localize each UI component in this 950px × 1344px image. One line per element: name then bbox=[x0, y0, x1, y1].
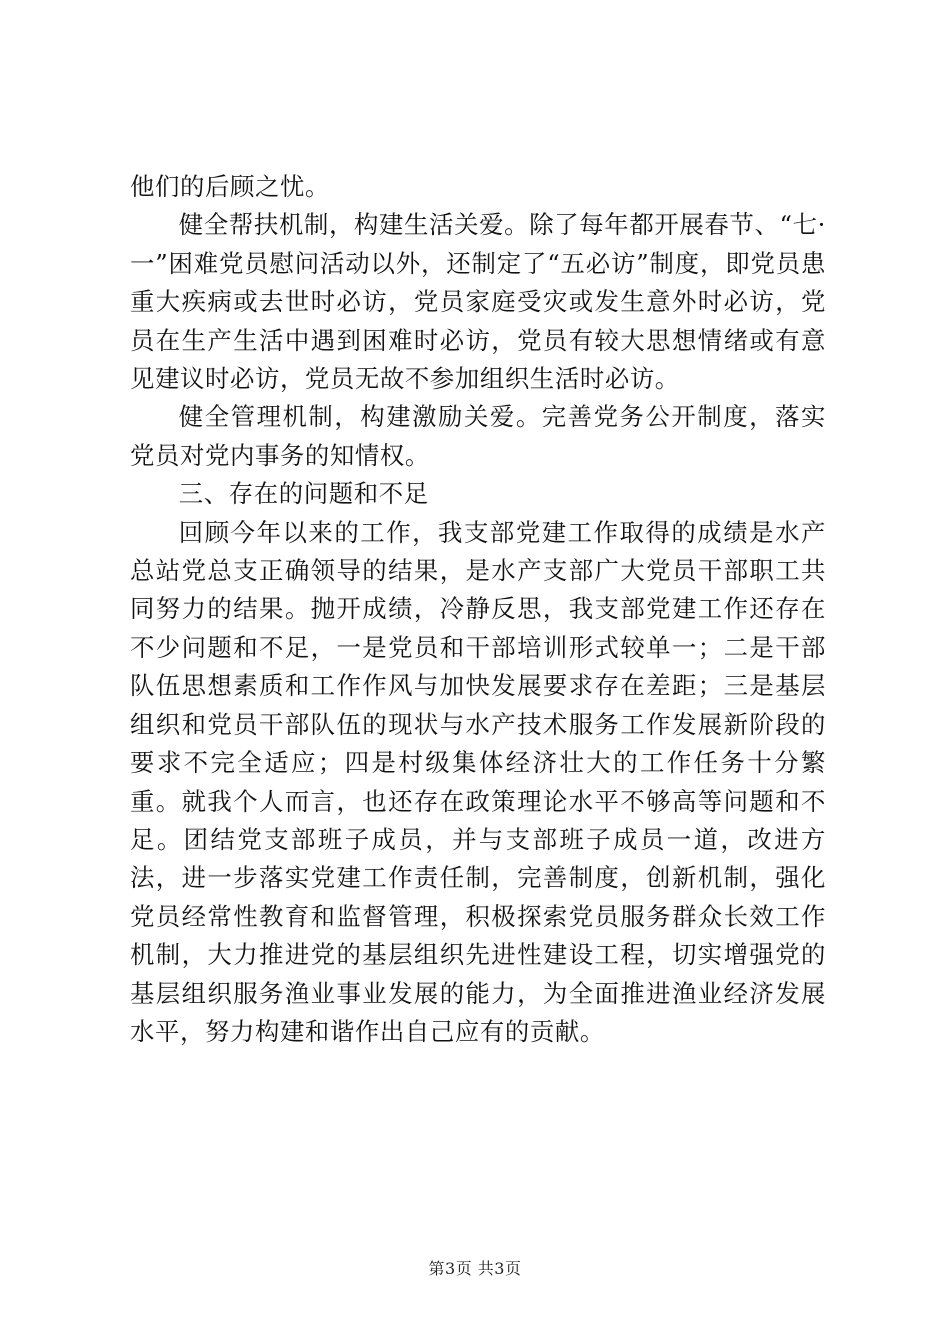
paragraph-management-mechanism: 健全管理机制，构建激励关爱。完善党务公开制度，落实党员对党内事务的知情权。 bbox=[130, 402, 826, 470]
paragraph-review: 回顾今年以来的工作，我支部党建工作取得的成绩是水产总站党总支正确领导的结果，是水产支部广大党员干部职工共同努力的结果。抛开成绩，冷静反思，我支部党建工作还存在不少问题和不足，一是党员和干部培训形式较单一；二是干部队伍思想素质和工作作风与加快发展要求存在差距；三是基层组织和党员干部队伍的现状与水产技术服务工作发展新阶段的要求不完全适应；四是村级集体经济壮大的工作任务十分繁重。就我个人而言，也还存在政策理论水平不够高等问题和不足。团结党支部班子成员，并与支部班子成员一道，改进方法，进一步落实党建工作责任制，完善制度，创新机制，强化党员经常性教育和监督管理，积极探索党员服务群众长效工作机制，大力推进党的基层组织先进性建设工程，切实增强党的基层组织服务渔业事业发展的能力，为全面推进渔业经济发展水平，努力构建和谐作出自己应有的贡献。 bbox=[130, 517, 826, 1046]
section-heading-problems: 三、存在的问题和不足 bbox=[178, 479, 429, 509]
page-footer: 第3页 共3页 bbox=[428, 1259, 522, 1278]
document-body bbox=[130, 168, 826, 1051]
paragraph-continuation: 他们的后顾之忧。 bbox=[130, 172, 330, 201]
paragraph-support-mechanism: 健全帮扶机制，构建生活关爱。除了每年都开展春节、“七·一”困难党员慰问活动以外，还制定了“五必访”制度，即党员患重大疾病或去世时必访，党员家庭受灾或发生意外时必访，党员在生产生活中遇到困难时必访，党员有较大思想情绪或有意见建议时必访，党员无故不参加组织生活时必访。 bbox=[130, 210, 826, 394]
